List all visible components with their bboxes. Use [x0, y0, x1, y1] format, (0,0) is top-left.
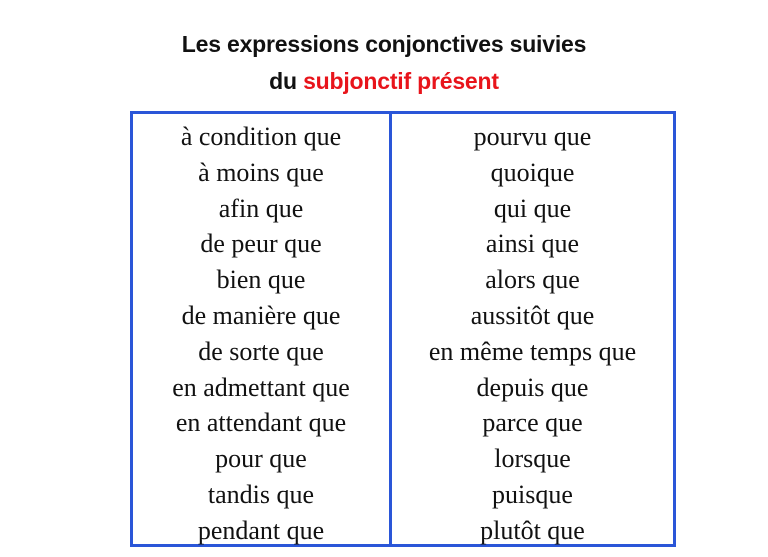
table-cell: tandis que: [207, 479, 315, 509]
table-cell: de sorte que: [198, 336, 324, 366]
table-cell: lorsque: [494, 444, 571, 474]
right-column: [392, 114, 673, 544]
table-cell: quoique: [490, 157, 575, 187]
table-cell: pendant que: [197, 515, 325, 545]
table-cell: de manière que: [181, 300, 341, 330]
table-cell: à condition que: [180, 122, 342, 151]
title-line-2: [0, 63, 768, 99]
table-cell: pourvu que: [473, 122, 592, 151]
table-cell: aussitôt que: [470, 300, 595, 330]
table-cell: en admettant que: [172, 372, 350, 402]
title-prefix: du: [269, 68, 304, 94]
title-highlight: subjonctif présent: [303, 68, 499, 94]
table-cell: ainsi que: [485, 229, 580, 259]
table-cell: parce que: [482, 408, 583, 438]
table-cell: plutôt que: [480, 515, 585, 545]
conjunctions-table: [130, 111, 676, 547]
title-line-1: Les expressions conjonctives suivies: [181, 31, 587, 57]
table-cell: en attendant que: [175, 408, 347, 438]
left-column: [133, 114, 392, 544]
table-cell: en même temps que: [428, 336, 637, 366]
table-cell: puisque: [492, 479, 573, 509]
table-cell: alors que: [485, 265, 580, 295]
table-cell: afin que: [218, 193, 304, 223]
table-cell: depuis que: [476, 372, 589, 402]
table-cell: bien que: [216, 265, 306, 295]
table-cell: à moins que: [198, 157, 324, 187]
table-cell: qui que: [493, 193, 572, 223]
table-cell: de peur que: [200, 229, 322, 259]
table-cell: pour que: [215, 444, 307, 474]
